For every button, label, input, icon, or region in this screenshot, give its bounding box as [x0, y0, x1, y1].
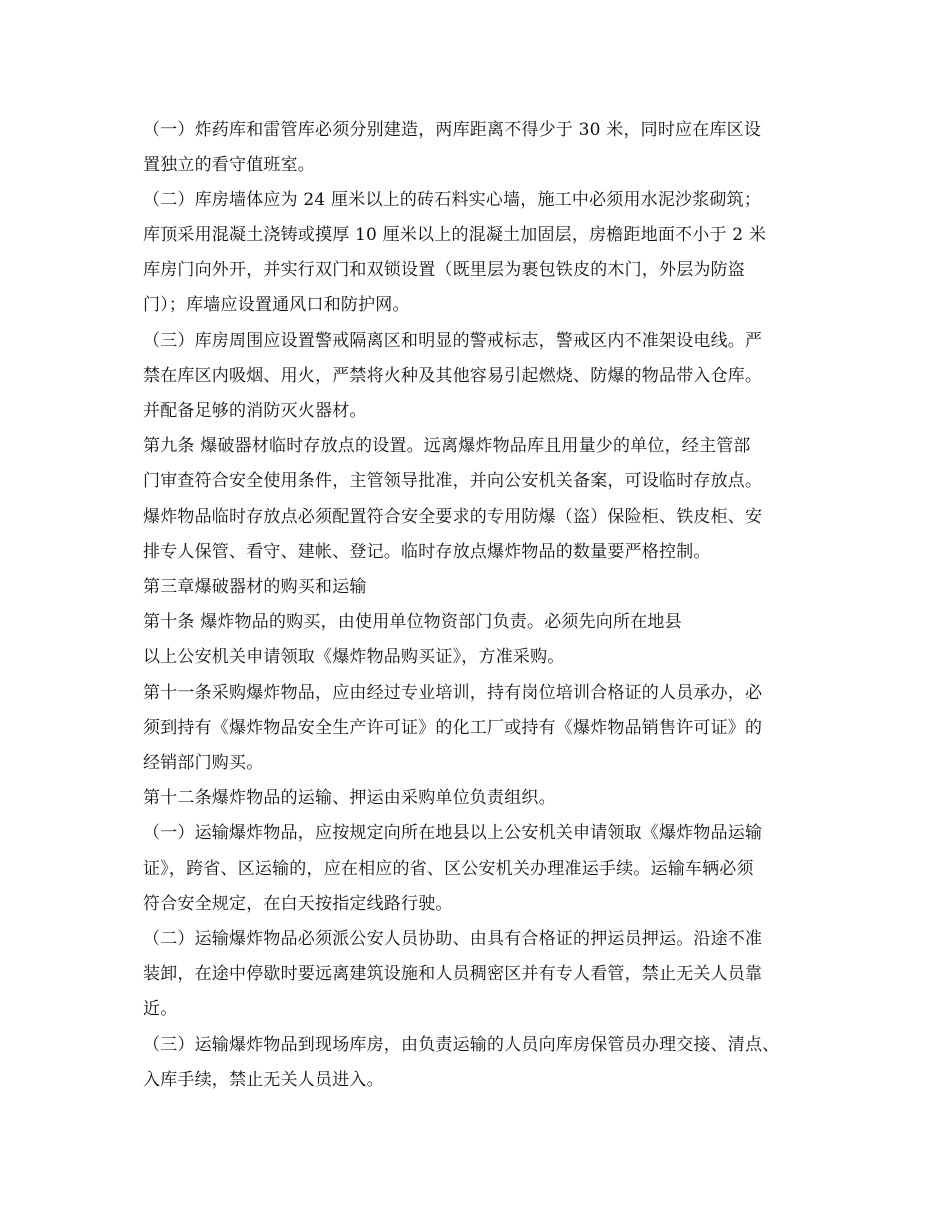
text-line: 门）；库墙应设置通风口和防护网。: [143, 295, 410, 315]
text-line: 须到持有《爆炸物品安全生产许可证》的化工厂或持有《爆炸物品销售许可证》的: [143, 718, 763, 738]
text-line: 库房门向外开，并实行双门和双锁设置（既里层为裹包铁皮的木门，外层为防盗: [143, 260, 745, 280]
text-line: 排专人保管、看守、建帐、登记。临时存放点爆炸物品的数量要严格控制。: [143, 542, 711, 562]
text-line: 库顶采用混凝土浇铸或摸厚 10 厘米以上的混凝土加固层，房檐距地面不小于 2 米: [143, 225, 767, 245]
text-line: 证》，跨省、区运输的，应在相应的省、区公安机关办理准运手续。运输车辆必须: [143, 859, 754, 879]
text-line: 爆炸物品临时存放点必须配置符合安全要求的专用防爆（盗）保险柜、铁皮柜、安: [143, 507, 763, 527]
text-line: （二）运输爆炸物品必须派公安人员协助、由具有合格证的押运员押运。沿途不准: [143, 929, 763, 949]
text-line: （三）库房周围应设置警戒隔离区和明显的警戒标志，警戒区内不准架设电线。严: [143, 331, 763, 351]
text-line: 第九条 爆破器材临时存放点的设置。远离爆炸物品库且用量少的单位，经主管部: [143, 436, 751, 456]
text-line: 近。: [143, 999, 178, 1019]
text-line: （一）运输爆炸物品，应按规定向所在地县以上公安机关申请领取《爆炸物品运输: [143, 823, 763, 843]
section-heading: 第三章爆破器材的购买和运输: [143, 577, 367, 597]
text-line: 第十二条爆炸物品的运输、押运由采购单位负责组织。: [143, 788, 556, 808]
text-line: 置独立的看守值班室。: [143, 155, 315, 175]
text-line: 第十一条采购爆炸物品，应由经过专业培训，持有岗位培训合格证的人员承办，必: [143, 683, 763, 703]
text-line: 门审查符合安全使用条件，主管领导批准，并向公安机关备案，可设临时存放点。: [143, 471, 763, 491]
text-line: 第十条 爆炸物品的购买，由使用单位物资部门负责。必须先向所在地县: [143, 612, 682, 632]
text-line: 以上公安机关申请领取《爆炸物品购买证》，方准采购。: [143, 647, 565, 667]
text-line: 并配备足够的消防灭火器材。: [143, 401, 367, 421]
text-line: 符合安全规定，在白天按指定线路行驶。: [143, 894, 453, 914]
text-line: 装卸，在途中停歇时要远离建筑设施和人员稠密区并有专人看管，禁止无关人员靠: [143, 964, 763, 984]
text-line: （一）炸药库和雷管库必须分别建造，两库距离不得少于 30 米，同时应在库区设: [143, 120, 762, 140]
text-line: 禁在库区内吸烟、用火，严禁将火种及其他容易引起燃烧、防爆的物品带入仓库。: [143, 366, 763, 386]
text-line: 经销部门购买。: [143, 753, 264, 773]
text-line: 入库手续，禁止无关人员进入。: [143, 1070, 384, 1090]
text-line: （二）库房墙体应为 24 厘米以上的砖石料实心墙，施工中必须用水泥沙浆砌筑；: [143, 190, 762, 210]
text-line: （三）运输爆炸物品到现场库房，由负责运输的人员向库房保管员办理交接、清点、: [143, 1035, 780, 1055]
